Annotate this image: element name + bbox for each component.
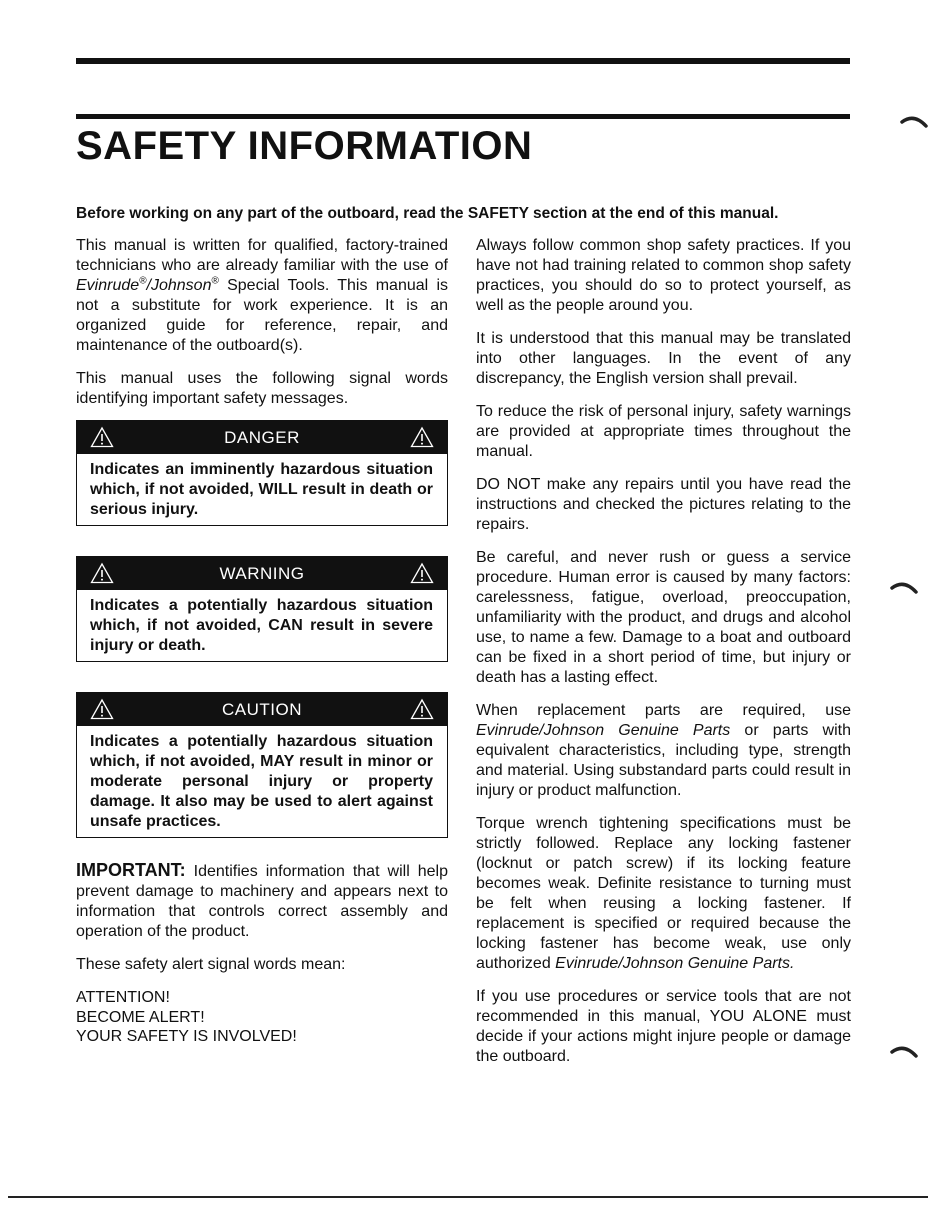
top-rule [76, 58, 850, 64]
title-rule [76, 114, 850, 119]
binder-mark-icon [890, 1042, 920, 1058]
danger-box [76, 420, 448, 526]
alert-words [76, 988, 448, 1047]
intro-paragraph: This manual is written for qualified, factory-trained technicians who are already familiar with the use of Evinrude®/Johnson® Special Tools. This manual is not a substitute for work experience. It is an organized guide for reference, repair, and maintenance of the outboard(s). [76, 237, 448, 354]
alert-line: BECOME ALERT! [76, 1008, 205, 1026]
replacement-parts-paragraph: When replacement parts are required, use Evinrude/Johnson Genuine Parts or parts with equivalent characteristics, including type, strength and material. Using substandard parts could result in injury or product malfunction. [476, 702, 851, 799]
caution-text: Indicates a potentially hazardous situation which, if not avoided, MAY result in minor or moderate personal injury or property damage. It also may be used to alert against unsafe practices. [90, 733, 433, 830]
responsibility-paragraph: If you use procedures or service tools that are not recommended in this manual, YOU ALONE must decide if your actions might injure people or damage the outboard. [476, 988, 851, 1065]
danger-heading: DANGER [224, 427, 300, 447]
left-column [76, 236, 448, 1047]
caution-box [76, 692, 448, 838]
lead-note: Before working on any part of the outboard, read the SAFETY section at the end of this manual. [76, 205, 779, 222]
repairs-paragraph: DO NOT make any repairs until you have read the instructions and checked the pictures relating to the repairs. [476, 476, 851, 533]
danger-header [77, 421, 447, 454]
warning-heading: WARNING [219, 563, 305, 583]
human-error-paragraph: Be careful, and never rush or guess a service procedure. Human error is caused by many factors: carelessness, fatigue, overload, preoccupation, unfamiliarity with the product, and drugs and alcohol use, to name a few. Damage to a boat and outboard can be fixed in a short period of time, but injury or death has a lasting effect. [476, 549, 851, 686]
binder-mark-icon [890, 578, 920, 594]
danger-text: Indicates an imminently hazardous situation which, if not avoided, WILL result in death or serious injury. [90, 461, 433, 518]
bottom-rule [8, 1196, 928, 1198]
important-note: IMPORTANT: Identifies information that will help prevent damage to machinery and appears next to information that controls correct assembly and operation of the product. [76, 860, 448, 940]
warning-header [77, 557, 447, 590]
warning-triangle-icon [90, 426, 114, 448]
important-label: IMPORTANT: [76, 860, 186, 880]
warning-triangle-icon [410, 562, 434, 584]
torque-paragraph: Torque wrench tightening specifications must be strictly followed. Replace any locking fastener (locknut or patch screw) if its locking feature becomes weak. Definite resistance to turning must be felt when reusing a locking fastener. If replacement is specified or required because the locking fastener has become weak, use only authorized Evinrude/Johnson Genuine Parts. [476, 815, 851, 972]
warning-triangle-icon [90, 562, 114, 584]
warning-text: Indicates a potentially hazardous situation which, if not avoided, CAN result in severe injury or death. [90, 597, 433, 654]
warning-triangle-icon [410, 698, 434, 720]
right-column [476, 236, 851, 1080]
warning-triangle-icon [90, 698, 114, 720]
translation-paragraph: It is understood that this manual may be translated into other languages. In the event of any discrepancy, the English version shall prevail. [476, 330, 851, 387]
caution-heading: CAUTION [222, 699, 302, 719]
signal-words-intro: This manual uses the following signal words identifying important safety messages. [76, 370, 448, 407]
warnings-paragraph: To reduce the risk of personal injury, safety warnings are provided at appropriate times throughout the manual. [476, 403, 851, 460]
caution-header [77, 693, 447, 726]
alert-line: ATTENTION! [76, 989, 170, 1006]
page-title: SAFETY INFORMATION [76, 124, 533, 168]
shop-safety-paragraph: Always follow common shop safety practices. If you have not had training related to common shop safety practices, you should do so to protect yourself, as well as the people around you. [476, 237, 851, 314]
alert-line: YOUR SAFETY IS INVOLVED! [76, 1028, 297, 1045]
binder-mark-icon [900, 112, 930, 128]
warning-box [76, 556, 448, 662]
alert-intro: These safety alert signal words mean: [76, 956, 346, 973]
warning-triangle-icon [410, 426, 434, 448]
